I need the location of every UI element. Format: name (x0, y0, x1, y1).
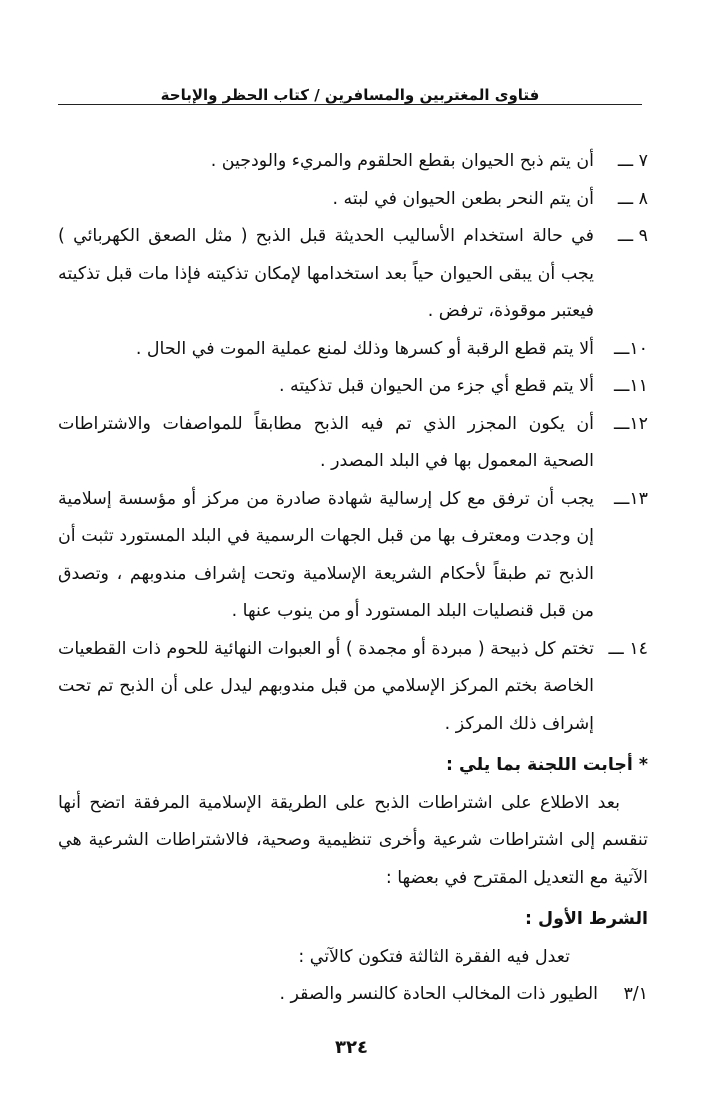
item-number: ٩ ـــ (617, 226, 648, 246)
list-item (58, 631, 648, 744)
item-text: ألا يتم قطع أي جزء من الحيوان قبل تذكيته . (278, 376, 594, 396)
item-number: ١٢ـــ (614, 413, 648, 434)
item-text: يجب أن ترفق مع كل إرسالية شهادة صادرة من مركز أو مؤسسة إسلامية إن وجدت ومعترف بها من قبل الجهات الرسمية في البلد المستورد تثبت أن الذبح تم طبقاً لأحكام الشريعة الإسلامية وتحت إشراف مندوبهم ، وتصدق من قبل قنصليات البلد المستورد أو من ينوب عنها . (58, 488, 594, 621)
list-item (58, 181, 648, 219)
page-body (58, 143, 648, 1014)
item-text: في حالة استخدام الأساليب الحديثة قبل الذبح ( مثل الصعق الكهربائي ) يجب أن يبقى الحيوان حياً بعد استخدامها لإمكان تذكيته فإذا مات قبل تذكيته فيعتبر موقوذة، ترفض . (58, 226, 594, 321)
condition-intro: تعدل فيه الفقرة الثالثة فتكون كالآتي : (298, 946, 570, 967)
header-divider (58, 104, 642, 105)
item-text: أن يتم ذبح الحيوان بقطع الحلقوم والمريء والودجين . (210, 151, 594, 171)
list-item (58, 481, 648, 631)
item-number: ١٤ ـــ (608, 638, 648, 659)
list-item (58, 406, 648, 481)
sub-item-number: ٣/١ (623, 984, 648, 1004)
list-item (58, 218, 648, 331)
answer-paragraph: بعد الاطلاع على اشتراطات الذبح على الطريقة الإسلامية المرفقة اتضح أنها تنقسم إلى اشتراطات شرعية وأخرى تنظيمية وصحية، فالاشتراطات الشرعية هي الآتية مع التعديل المقترح في بعضها : (58, 792, 648, 888)
item-number: ٧ ـــ (617, 151, 648, 171)
item-number: ٨ ـــ (617, 188, 648, 209)
sub-item-text: الطيور ذات المخالب الحادة كالنسر والصقر . (279, 984, 598, 1004)
sub-item (58, 976, 648, 1014)
item-number: ١٠ـــ (614, 338, 648, 359)
item-text: تختم كل ذبيحة ( مبردة أو مجمدة ) أو العبوات النهائية للحوم ذات القطعيات الخاصة بختم المركز الإسلامي من قبل مندوبهم ليدل على أن الذبح تم تحت إشراف ذلك المركز . (57, 638, 594, 734)
item-text: أن يكون المجزر الذي تم فيه الذبح مطابقاً للمواصفات والاشتراطات الصحية المعمول بها في البلد المصدر . (58, 413, 594, 471)
item-text: أن يتم النحر بطعن الحيوان في لبته . (332, 188, 594, 209)
condition-heading: الشرط الأول : (525, 909, 648, 929)
item-number: ١٣ـــ (614, 488, 648, 509)
list-item (58, 143, 648, 181)
item-number: ١١ـــ (614, 376, 648, 396)
list-item (58, 368, 648, 406)
page-number: ٣٢٤ (335, 1037, 368, 1058)
running-header: فتاوى المغتربين والمسافرين / كتاب الحظر والإباحة (160, 86, 540, 104)
answer-heading: * أجابت اللجنة بما يلي : (446, 755, 648, 775)
list-item (58, 331, 648, 369)
item-text: ألا يتم قطع الرقبة أو كسرها وذلك لمنع عملية الموت في الحال . (135, 338, 594, 359)
